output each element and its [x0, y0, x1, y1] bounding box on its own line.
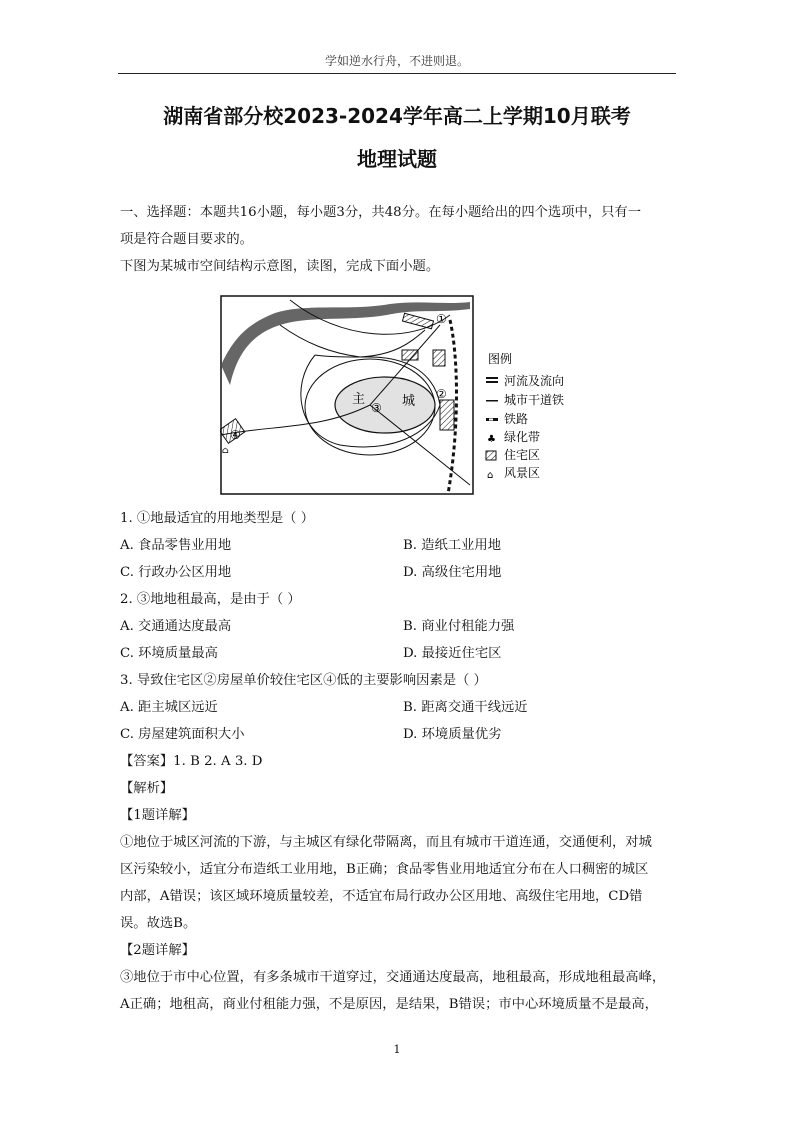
legend-title: 图例 [488, 352, 513, 366]
legend-item-river [486, 373, 564, 388]
q1-options-row2 [120, 559, 676, 586]
q3-option-a: A. 距主城区远近 [120, 700, 218, 715]
q1-detail-line: 内部，A错误；该区域环境质量较差，不适宜布局行政办公区用地、高级住宅用地，CD错 [120, 889, 643, 904]
legend-item-scenic [487, 466, 540, 481]
section-intro: 一、选择题：本题共16小题，每小题3分，共48分。在每小题给出的四个选项中，只有一 [120, 205, 641, 220]
page-header: 学如逆水行舟，不进则退。 [324, 54, 469, 68]
q1-detail-line: ①地位于城区河流的下游，与主城区有绿化带隔离，而且有城市干道连通，交通便利，对城 [120, 835, 652, 850]
q1-option-b: B. 造纸工业用地 [403, 538, 502, 553]
map-label-4: ④ [230, 428, 241, 442]
section-intro-cont: 项是符合题目要求的。 [120, 232, 253, 247]
q1-detail-heading: 【1题详解】 [120, 808, 195, 823]
section-intro-block [120, 199, 676, 280]
q2-stem: 2. ③地地租最高，是由于（ ） [120, 592, 301, 607]
scenic-icon: ⌂ [222, 446, 229, 456]
q1-stem: 1. ①地最适宜的用地类型是（ ） [120, 511, 314, 526]
residential-area-2 [440, 400, 454, 430]
q2-option-a: A. 交通通达度最高 [120, 619, 232, 634]
q1-detail-line: 误。故选B。 [120, 916, 197, 931]
q1-option-d: D. 高级住宅用地 [403, 565, 502, 580]
map-label-1: ① [436, 312, 447, 326]
q2-detail-heading: 【2题详解】 [120, 943, 195, 958]
svg-text:河流及流向: 河流及流向 [504, 374, 565, 388]
q2-detail-line: A正确；地租高，商业付租能力强，不是原因，是结果，B错误；市中心环境质量不是最高， [120, 997, 658, 1012]
q3-option-d: D. 环境质量优劣 [403, 727, 502, 742]
analysis-heading: 【解析】 [120, 781, 174, 796]
q1-option-c: C. 行政办公区用地 [120, 565, 232, 580]
legend-item-greenbelt [487, 429, 540, 445]
q3-options-row2 [120, 721, 676, 748]
svg-text:铁路: 铁路 [504, 412, 529, 426]
paper-title: 湖南省部分校2023-2024学年高二上学期10月联考 [163, 104, 631, 128]
svg-text:绿化带: 绿化带 [504, 430, 541, 444]
city-structure-map [220, 295, 580, 495]
header-rule [118, 73, 676, 74]
svg-text:城市干道铁: 城市干道铁 [504, 393, 565, 407]
map-label-2: ② [436, 387, 447, 401]
q1-options-row1 [120, 532, 676, 559]
q2-option-d: D. 最接近住宅区 [403, 646, 502, 661]
legend-item-road [486, 392, 564, 407]
q1-detail-line: 区污染较小，适宜分布造纸工业用地，B正确；食品零售业用地适宜分布在人口稠密的城区 [120, 862, 649, 877]
q2-option-c: C. 环境质量最高 [120, 646, 218, 661]
question-lead: 下图为某城市空间结构示意图，读图，完成下面小题。 [120, 259, 440, 274]
main-city [335, 377, 435, 433]
q3-option-c: C. 房屋建筑面积大小 [120, 727, 245, 742]
map-label-city: 城 [402, 394, 416, 409]
legend-item-railway [486, 411, 528, 426]
map-label-3: ③ [371, 401, 382, 415]
svg-text:风景区: 风景区 [504, 466, 541, 480]
q3-stem: 3. 导致住宅区②房屋单价较住宅区④低的主要影响因素是（ ） [120, 673, 487, 688]
paper-subtitle: 地理试题 [357, 147, 437, 171]
legend-item-residential [486, 448, 540, 462]
legend [486, 373, 564, 481]
q3-options-row1 [120, 694, 676, 721]
map-label-main: 主 [352, 392, 366, 407]
q2-detail-line: ③地位于市中心位置，有多条城市干道穿过，交通通达度最高，地租最高，形成地租最高峰， [120, 970, 666, 985]
questions-block [120, 505, 676, 1018]
q3-option-b: B. 距离交通干线远近 [403, 700, 528, 715]
q2-option-b: B. 商业付租能力强 [403, 619, 515, 634]
svg-text:住宅区: 住宅区 [504, 448, 541, 462]
q2-options-row2 [120, 640, 676, 667]
q1-option-a: A. 食品零售业用地 [120, 538, 232, 553]
q2-options-row1 [120, 613, 676, 640]
svg-text:♣: ♣ [487, 434, 496, 445]
page-number: 1 [393, 1043, 401, 1056]
answer-key: 【答案】1. B 2. A 3. D [120, 754, 263, 769]
svg-text:⌂: ⌂ [487, 470, 494, 481]
